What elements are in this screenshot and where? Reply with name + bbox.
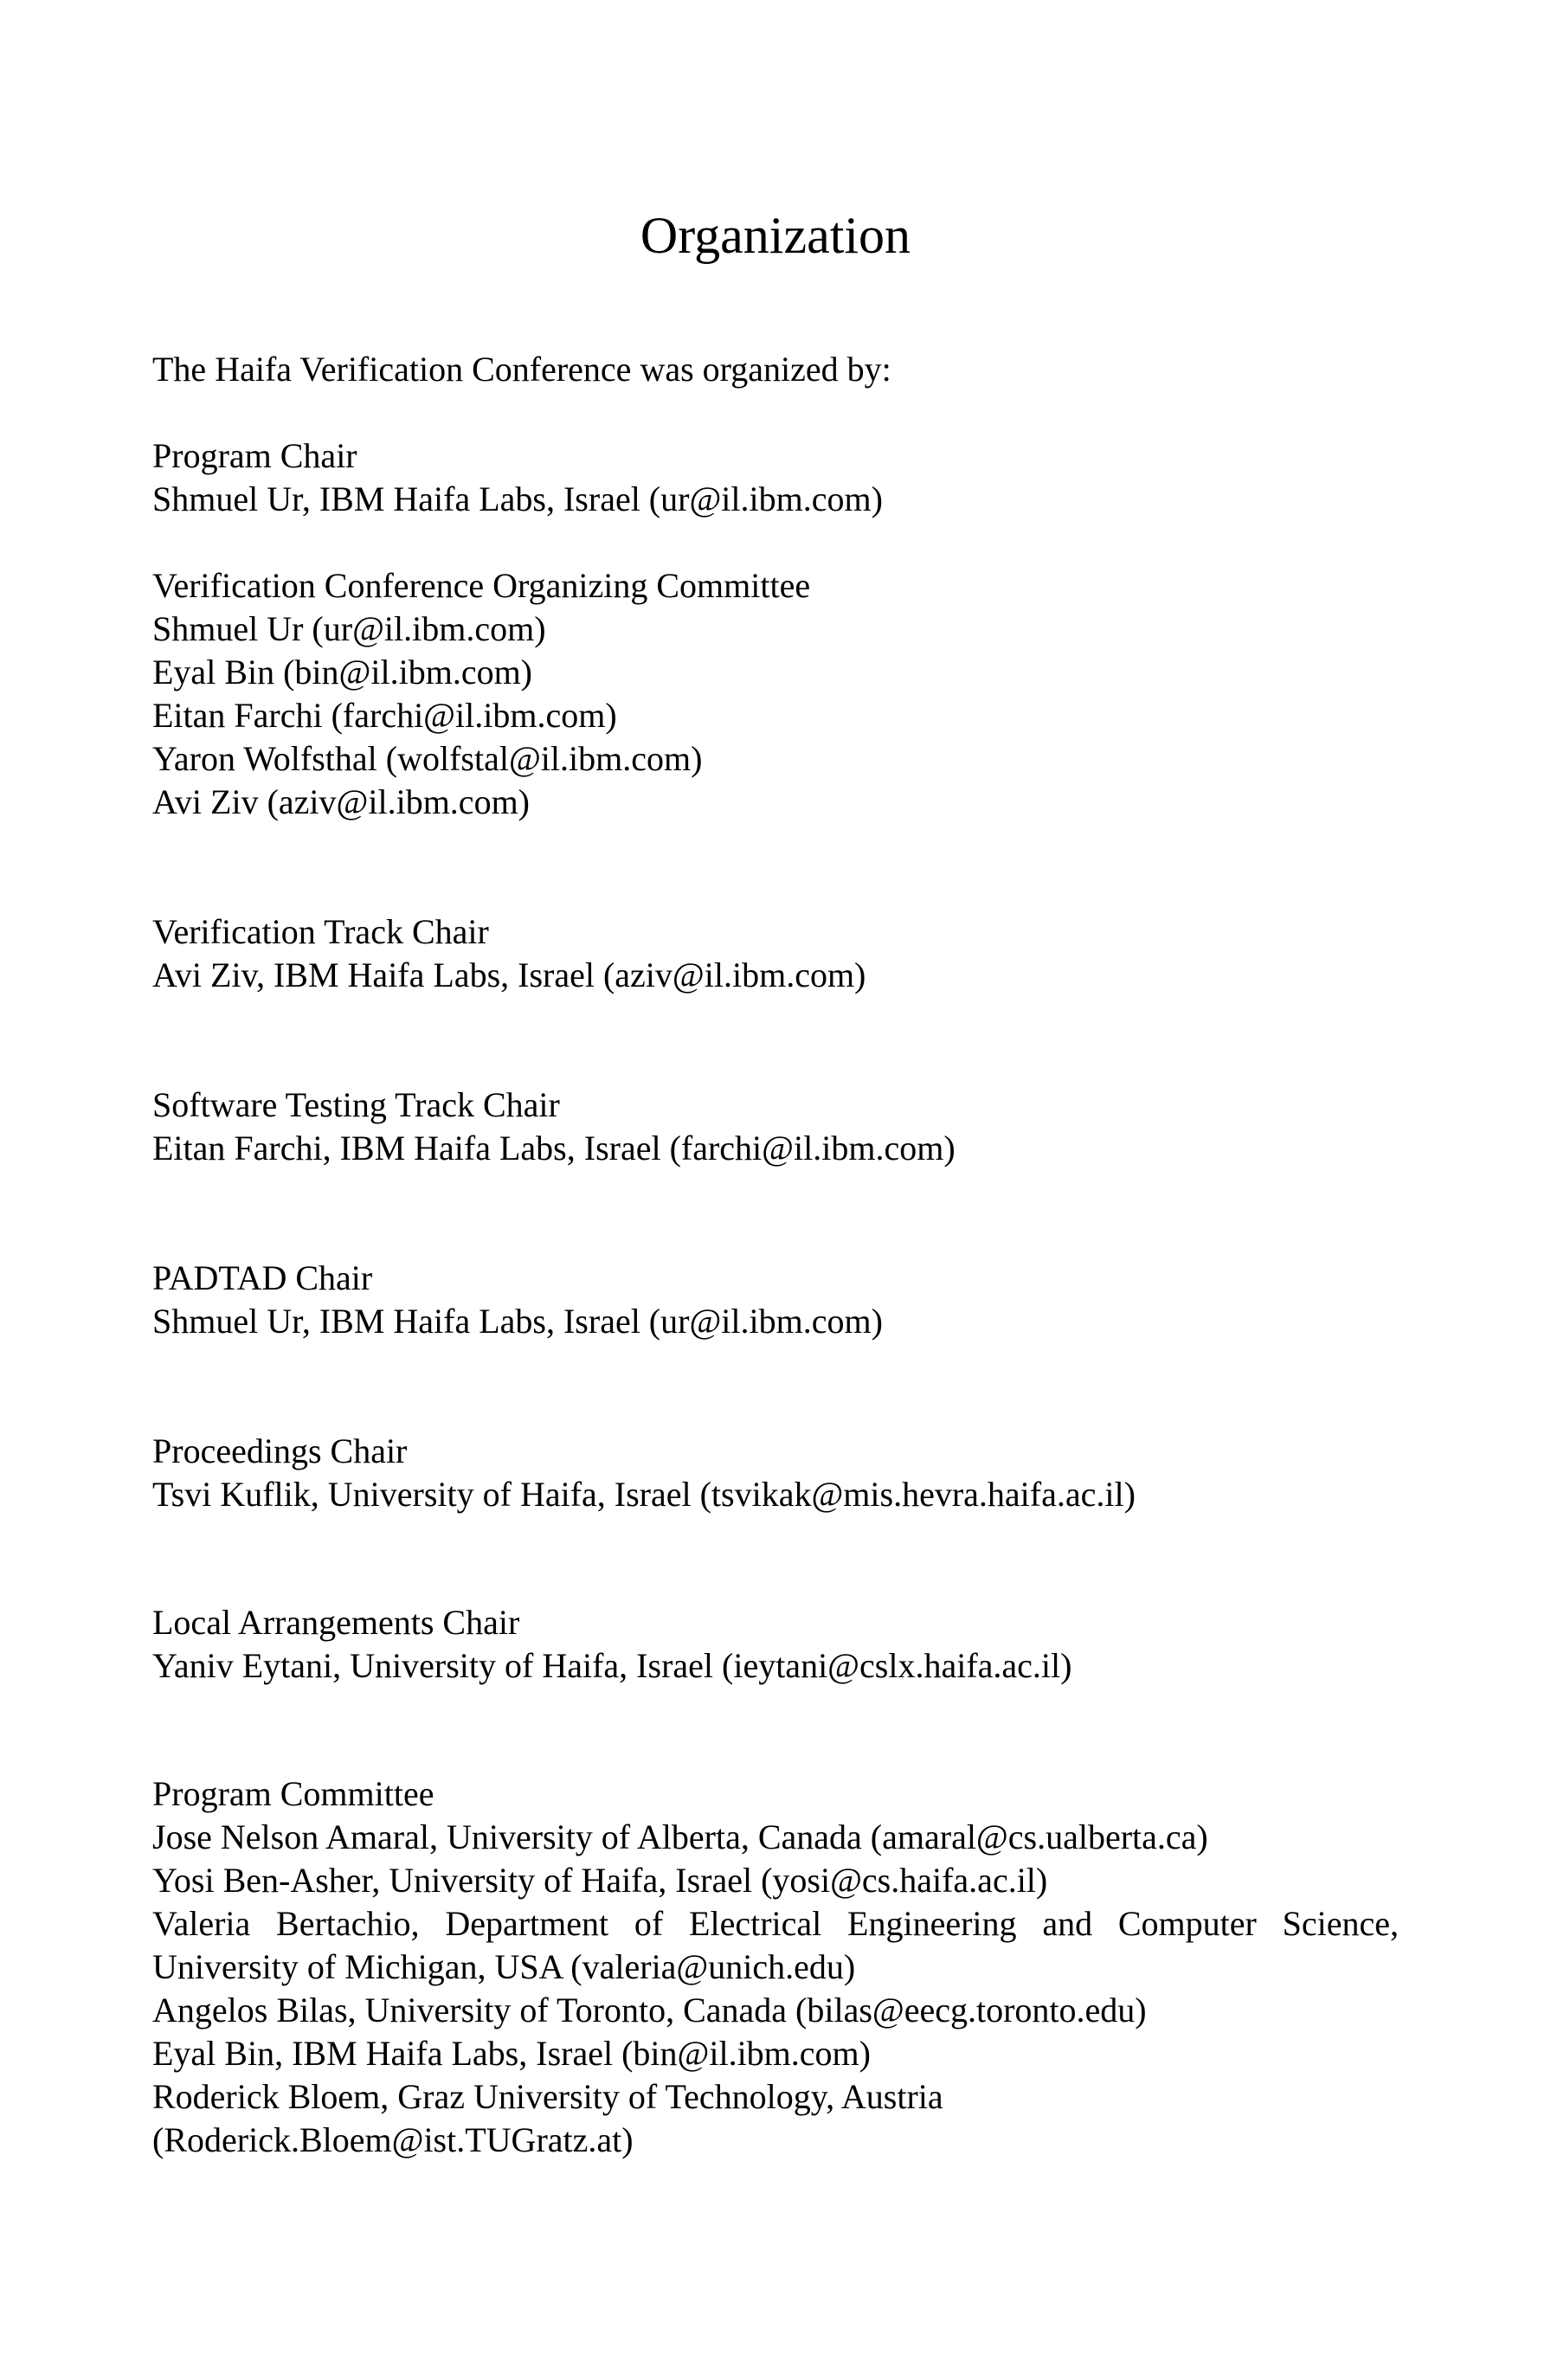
entry-line: Shmuel Ur, IBM Haifa Labs, Israel (ur@il.ibm.com) bbox=[152, 479, 883, 518]
padtad-chair-section bbox=[152, 1257, 1399, 1343]
entry-line: Eyal Bin (bin@il.ibm.com) bbox=[152, 653, 533, 691]
entry-line: Tsvi Kuflik, University of Haifa, Israel (tsvikak@mis.hevra.haifa.ac.il) bbox=[152, 1475, 1136, 1514]
local-arrangements-chair-section bbox=[152, 1601, 1399, 1688]
entry-line: Eyal Bin, IBM Haifa Labs, Israel (bin@il.ibm.com) bbox=[152, 2034, 871, 2073]
entry-line: (Roderick.Bloem@ist.TUGratz.at) bbox=[152, 2120, 634, 2159]
entry-line: Valeria Bertachio, Department of Electrical Engineering and Computer Science, bbox=[152, 1904, 1399, 1943]
verification-track-chair-section bbox=[152, 910, 1399, 997]
organizing-committee-section bbox=[152, 564, 1399, 824]
entry-line: Avi Ziv, IBM Haifa Labs, Israel (aziv@il.ibm.com) bbox=[152, 955, 866, 994]
entry-line: Jose Nelson Amaral, University of Alberta, Canada (amaral@cs.ualberta.ca) bbox=[152, 1817, 1208, 1856]
entry-line: Yaniv Eytani, University of Haifa, Israel (ieytani@cslx.haifa.ac.il) bbox=[152, 1646, 1072, 1685]
entry-line: Yaron Wolfsthal (wolfstal@il.ibm.com) bbox=[152, 739, 703, 778]
entry-line: Eitan Farchi, IBM Haifa Labs, Israel (farchi@il.ibm.com) bbox=[152, 1129, 956, 1167]
entry-line: Angelos Bilas, University of Toronto, Canada (bilas@eecg.toronto.edu) bbox=[152, 1991, 1147, 2029]
program-committee-section bbox=[152, 1772, 1399, 2162]
entry-line: Shmuel Ur, IBM Haifa Labs, Israel (ur@il.ibm.com) bbox=[152, 1302, 883, 1341]
section-heading: Program Chair bbox=[152, 436, 357, 475]
entry-line: Avi Ziv (aziv@il.ibm.com) bbox=[152, 782, 530, 821]
page-title: Organization bbox=[640, 207, 911, 264]
software-testing-track-chair-section bbox=[152, 1084, 1399, 1170]
entry-line: University of Michigan, USA (valeria@unich.edu) bbox=[152, 1947, 856, 1986]
section-heading: Proceedings Chair bbox=[152, 1431, 408, 1470]
section-heading: Program Committee bbox=[152, 1774, 434, 1813]
entry-line: Roderick Bloem, Graz University of Technology, Austria bbox=[152, 2077, 943, 2116]
section-heading: Local Arrangements Chair bbox=[152, 1603, 520, 1642]
section-heading: Software Testing Track Chair bbox=[152, 1085, 560, 1124]
section-heading: Verification Conference Organizing Committee bbox=[152, 566, 811, 605]
proceedings-chair-section bbox=[152, 1430, 1399, 1516]
intro-text: The Haifa Verification Conference was organized by: bbox=[152, 350, 891, 389]
entry-line: Eitan Farchi (farchi@il.ibm.com) bbox=[152, 696, 617, 735]
section-heading: PADTAD Chair bbox=[152, 1258, 373, 1297]
section-heading: Verification Track Chair bbox=[152, 912, 489, 951]
entry-line: Shmuel Ur (ur@il.ibm.com) bbox=[152, 609, 546, 648]
entry-line: Yosi Ben-Asher, University of Haifa, Israel (yosi@cs.haifa.ac.il) bbox=[152, 1861, 1048, 1900]
program-chair-section bbox=[152, 434, 1399, 521]
